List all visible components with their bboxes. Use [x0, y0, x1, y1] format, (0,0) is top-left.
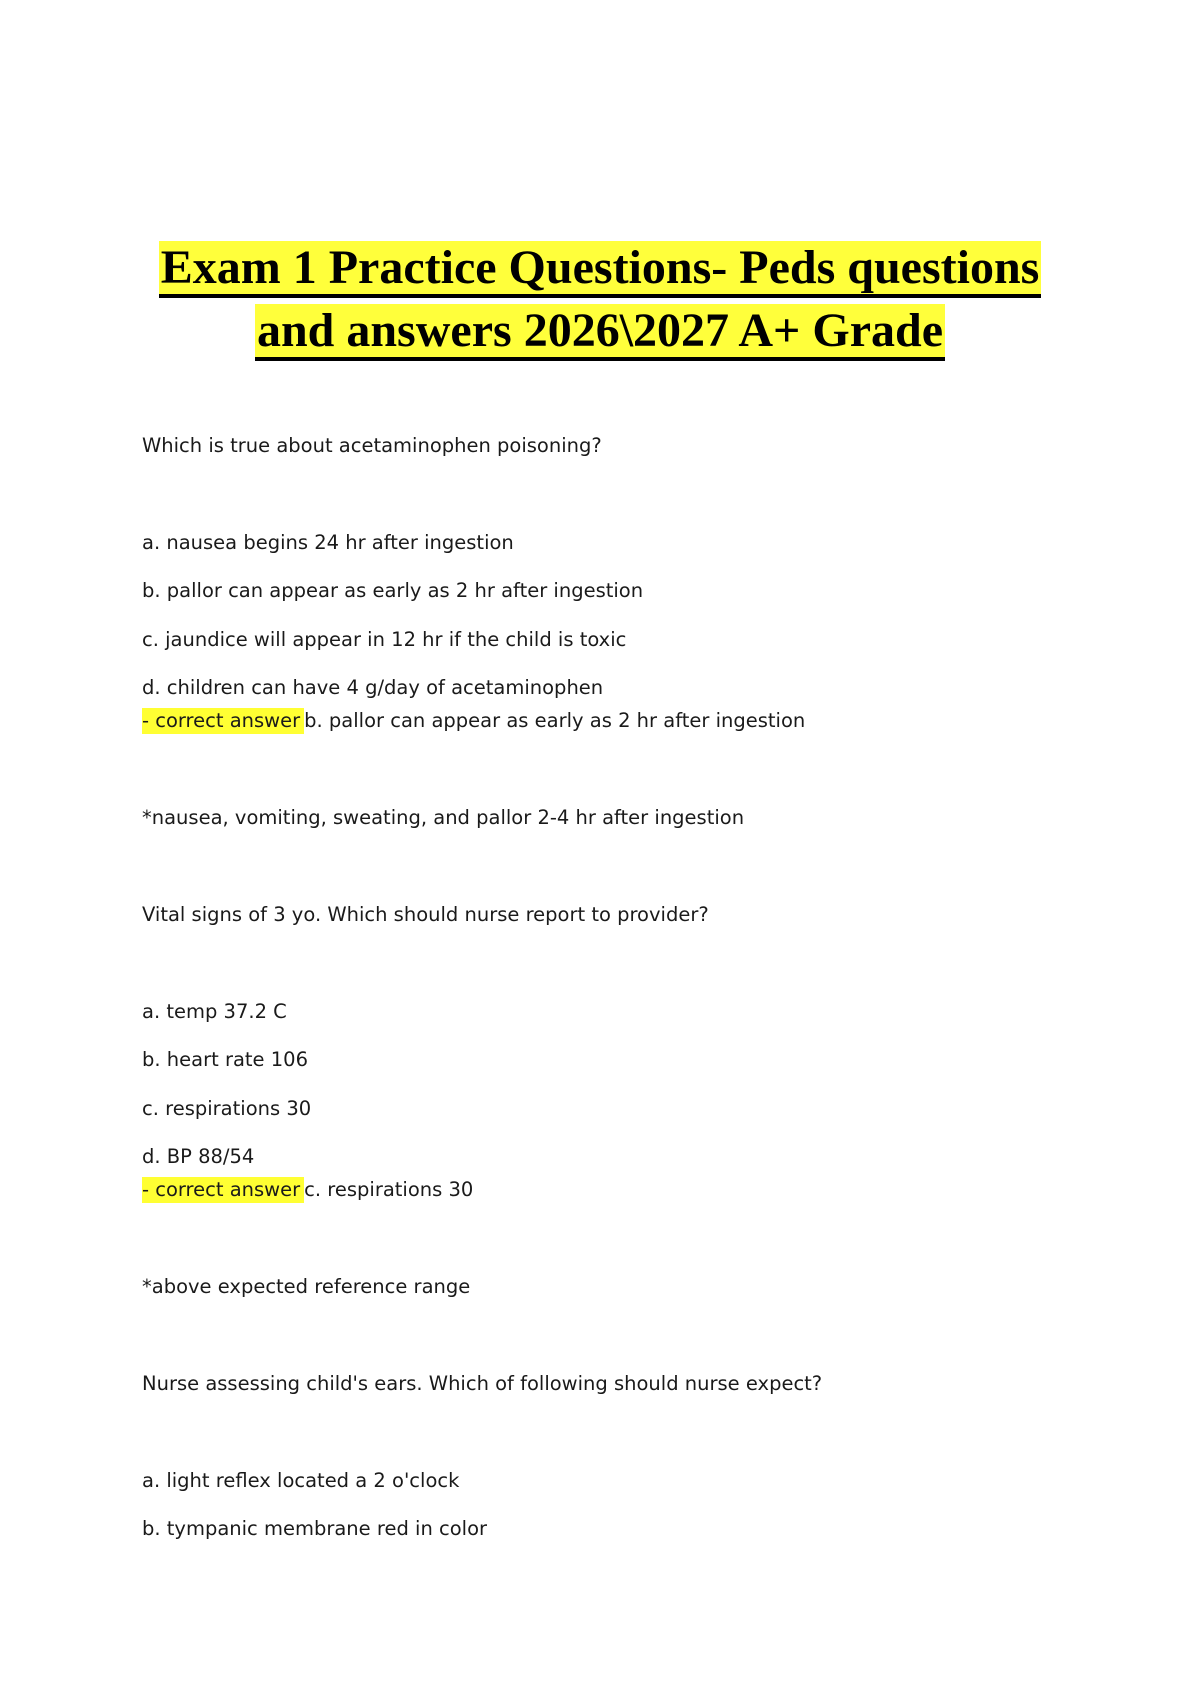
title-line-1: Exam 1 Practice Questions- Peds questions — [159, 241, 1042, 298]
q2-option-b: b. heart rate 106 — [142, 1048, 308, 1071]
q1-option-d: d. children can have 4 g/day of acetaminophen — [142, 676, 604, 699]
title-line-2: and answers 2026\2027 A+ Grade — [255, 304, 945, 361]
q1-option-a: a. nausea begins 24 hr after ingestion — [142, 531, 514, 554]
question-2-text: Vital signs of 3 yo. Which should nurse report to provider? — [142, 903, 709, 926]
q2-answer-line — [142, 1177, 473, 1203]
question-3-text: Nurse assessing child's ears. Which of following should nurse expect? — [142, 1372, 823, 1395]
q1-option-c: c. jaundice will appear in 12 hr if the child is toxic — [142, 628, 627, 651]
q2-rationale: *above expected reference range — [142, 1275, 471, 1298]
q1-answer: b. pallor can appear as early as 2 hr after ingestion — [304, 709, 806, 732]
q3-option-a: a. light reflex located a 2 o'clock — [142, 1469, 460, 1492]
q1-answer-line — [142, 708, 805, 734]
q2-answer: c. respirations 30 — [304, 1178, 474, 1201]
correct-answer-marker: - correct answer — [142, 1177, 304, 1203]
correct-answer-marker: - correct answer — [142, 708, 304, 734]
question-1-text: Which is true about acetaminophen poisoning? — [142, 434, 602, 457]
q2-option-a: a. temp 37.2 C — [142, 1000, 287, 1023]
q3-option-b: b. tympanic membrane red in color — [142, 1517, 488, 1540]
q1-option-b: b. pallor can appear as early as 2 hr after ingestion — [142, 579, 644, 602]
q2-option-c: c. respirations 30 — [142, 1097, 312, 1120]
q1-rationale: *nausea, vomiting, sweating, and pallor 2-4 hr after ingestion — [142, 806, 745, 829]
q2-option-d: d. BP 88/54 — [142, 1145, 255, 1168]
document-title — [0, 236, 1200, 362]
